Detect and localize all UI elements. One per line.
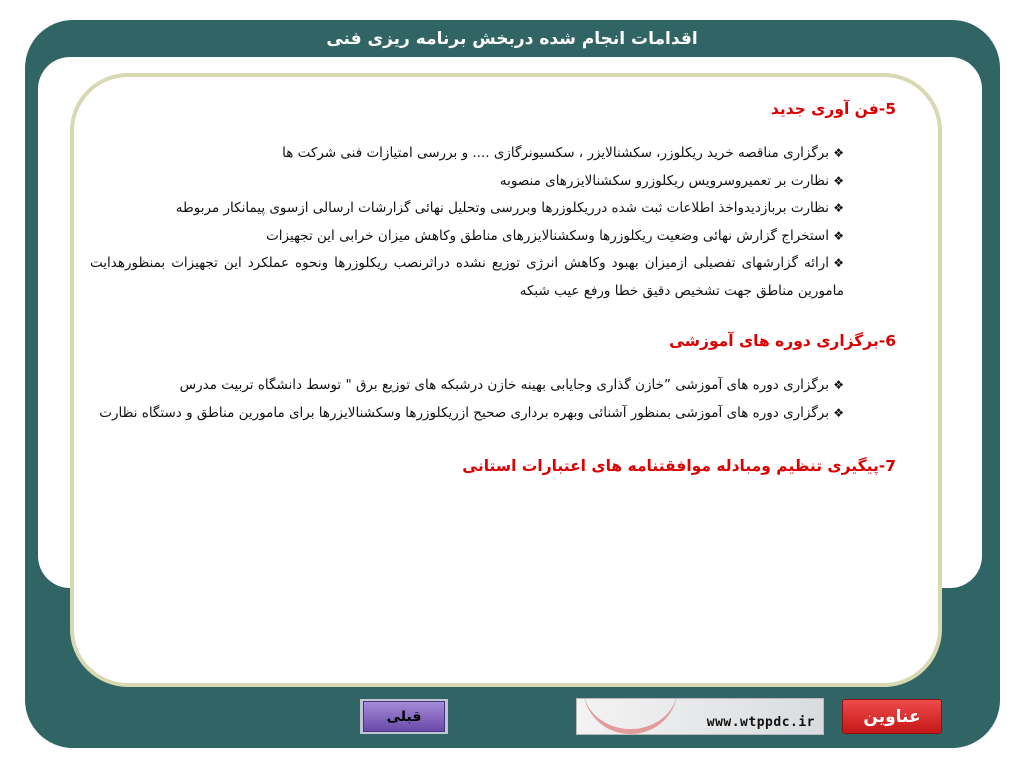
logo-url-text: www.wtppdc.ir: [706, 715, 815, 730]
list-item-text: برگزاری مناقصه خرید ریکلوزر، سکشنالایزر ، سکسیونرگازی .... و بررسی امتیازات فنی شرکت ها: [282, 145, 829, 161]
diamond-bullet-icon: ❖: [833, 146, 844, 160]
list-item: [90, 250, 844, 305]
previous-button[interactable]: [360, 699, 448, 734]
list-item-text: نظارت بربازدیدواخذ اطلاعات ثبت شده درریکلوزرها وبررسی وتحلیل نهائی گزارشات ارسالی ازسوی پیمانکار مربوطه: [175, 200, 829, 216]
diamond-bullet-icon: ❖: [833, 228, 844, 243]
list-item: [90, 195, 844, 223]
diamond-bullet-icon: ❖: [833, 173, 844, 188]
toc-button-label: عناوین: [863, 706, 921, 727]
list-item: [90, 372, 844, 400]
spacer: [90, 305, 896, 328]
diamond-bullet-icon: ❖: [833, 378, 844, 392]
previous-button-label: قبلی: [363, 701, 445, 732]
logo-arc-icon: [583, 698, 678, 734]
section-title: 5-فن آوری جدید: [770, 100, 896, 118]
diamond-bullet-icon: ❖: [833, 201, 844, 215]
section-training-courses: [90, 328, 896, 427]
list-item: [90, 140, 844, 168]
spacer: [90, 427, 896, 453]
section-title: 6-برگزاری دوره های آموزشی: [669, 332, 896, 350]
diamond-bullet-icon: ❖: [833, 405, 844, 420]
list-item: [90, 223, 844, 251]
website-logo: [576, 698, 824, 735]
page-title: اقدامات انجام شده دربخش برنامه ریزی فنی: [326, 29, 698, 49]
list-item: [90, 400, 844, 428]
section-provincial-agreements: [90, 453, 896, 479]
list-item-text: برگزاری دوره های آموزشی بمنظور آشنائی وبهره برداری صحیح ازریکلوزرها وسکشنالایزرها برای مامورین مناطق و دستگاه نظارت: [99, 404, 829, 421]
list-item-text: ارائه گزارشهای تفصیلی ازمیزان بهبود وکاهش انرژی توزیع نشده دراثرنصب ریکلوزرها ونحوه عملکرد این تجهیزات بمنظورهدایت مامورین مناطق جهت تشخیص دقیق خطا ورفع عیب شبکه: [90, 255, 844, 299]
list-item-text: نظارت بر تعمیروسرویس ریکلوزرو سکشنالایزرهای منصوبه: [499, 172, 829, 189]
section-items: [90, 140, 896, 305]
list-item-text: برگزاری دوره های آموزشی ”خازن گذاری وجایابی بهینه خازن درشبکه های توزیع برق " توسط دانشگاه تربیت مدرس: [179, 377, 829, 393]
content-body: [90, 96, 896, 479]
list-item: [90, 168, 844, 196]
section-new-technology: [90, 96, 896, 305]
list-item-text: استخراج گزارش نهائی وضعیت ریکلوزرها وسکشنالایزرهای مناطق وکاهش میزان خرابی این تجهیزات: [266, 227, 829, 244]
table-of-contents-button[interactable]: [842, 699, 942, 734]
diamond-bullet-icon: ❖: [833, 256, 844, 270]
section-title: 7-پیگیری تنظیم ومبادله موافقتنامه های اعتبارات استانی: [462, 457, 896, 475]
section-items: [90, 372, 896, 427]
